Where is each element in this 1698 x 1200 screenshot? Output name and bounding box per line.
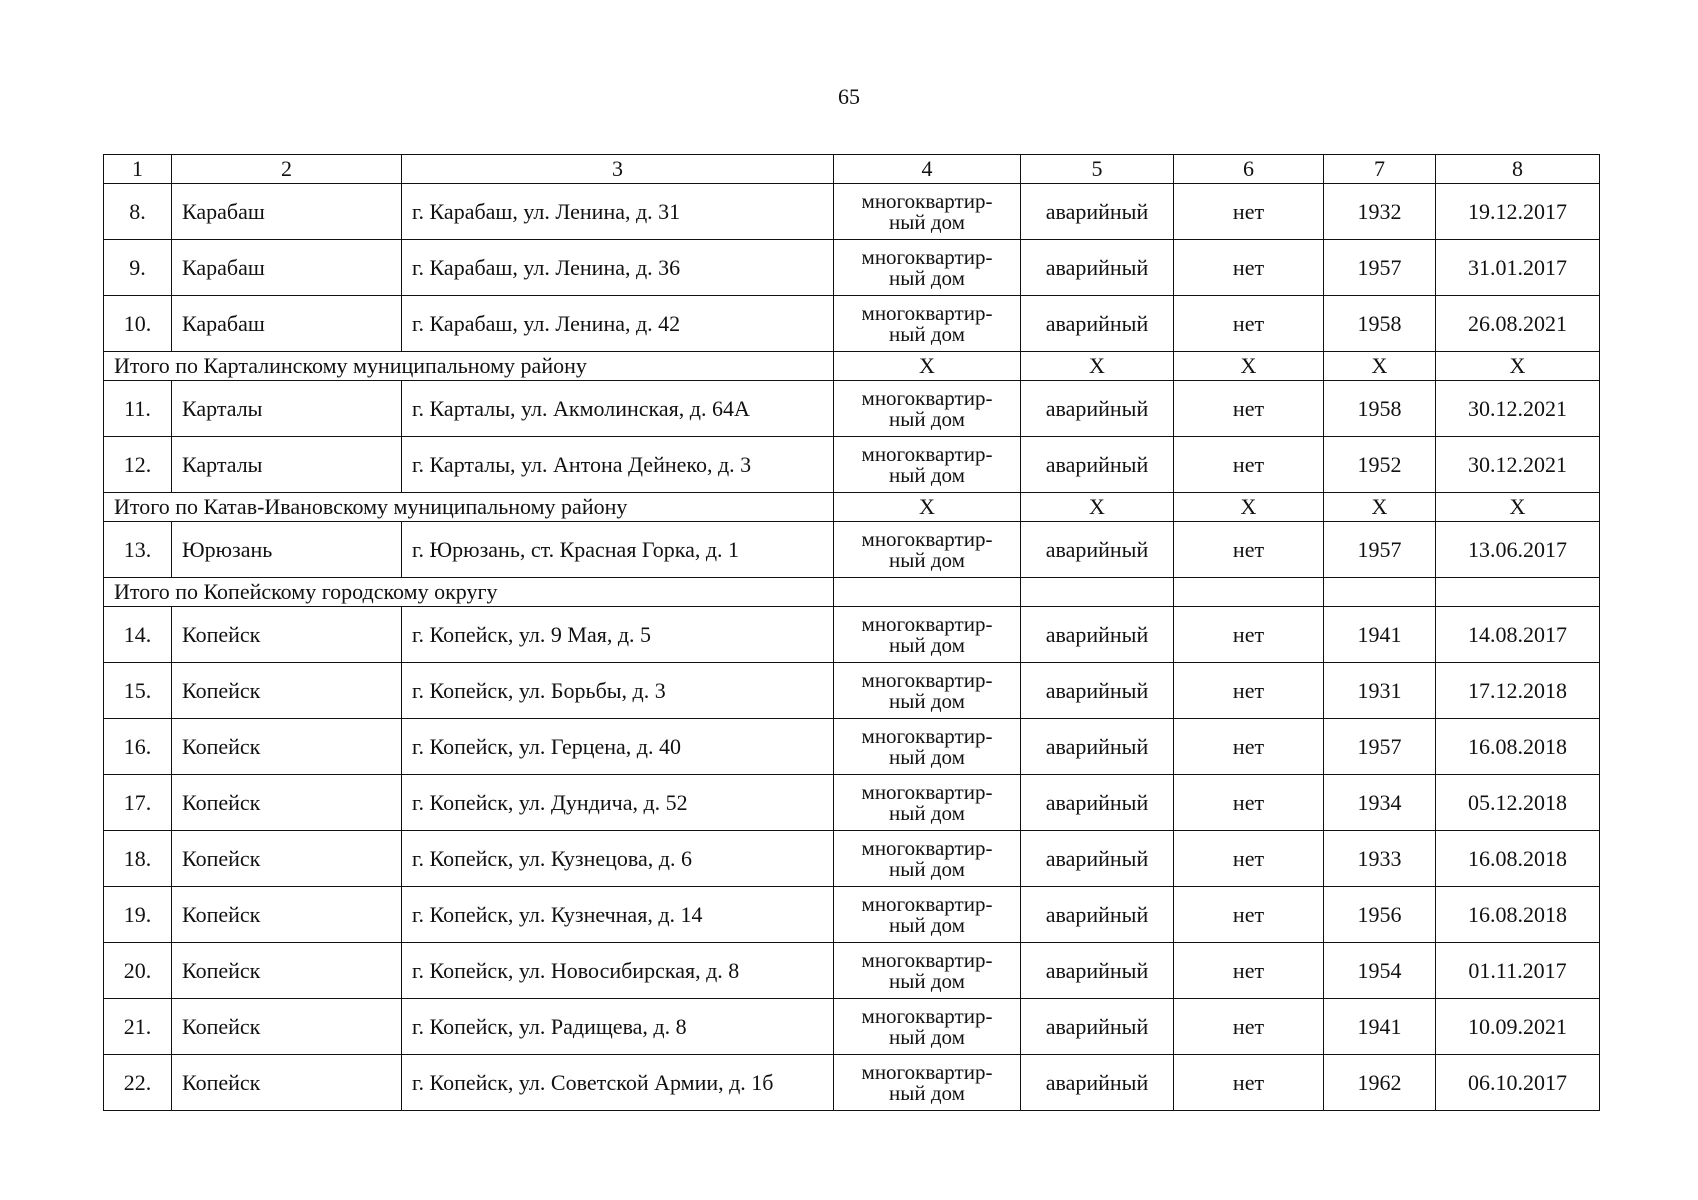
building-type-cell: [834, 1055, 1021, 1111]
table-row: [104, 381, 1600, 437]
building-type-line: многоквартир-: [861, 1059, 993, 1084]
flag-cell: нет: [1174, 943, 1324, 999]
building-type-line: многоквартир-: [861, 244, 993, 269]
building-type-cell: [834, 607, 1021, 663]
building-type-line: многоквартир-: [861, 611, 993, 636]
date-cell: 26.08.2021: [1436, 296, 1600, 352]
building-type-cell: [834, 240, 1021, 296]
building-type-line: ный дом: [889, 265, 965, 290]
column-number: 8: [1436, 155, 1600, 184]
table-row: [104, 775, 1600, 831]
subtotal-row: [104, 578, 1600, 607]
year-cell: 1956: [1324, 887, 1436, 943]
row-number: 20.: [104, 943, 172, 999]
building-type-cell: [834, 381, 1021, 437]
table-row: [104, 1055, 1600, 1111]
date-cell: 13.06.2017: [1436, 522, 1600, 578]
locality-cell: Копейск: [172, 943, 402, 999]
date-cell: 16.08.2018: [1436, 719, 1600, 775]
subtotal-cell: X: [1021, 352, 1174, 381]
flag-cell: нет: [1174, 607, 1324, 663]
flag-cell: нет: [1174, 663, 1324, 719]
building-type-line: ный дом: [889, 1080, 965, 1105]
subtotal-cell: X: [1021, 493, 1174, 522]
flag-cell: нет: [1174, 381, 1324, 437]
address-cell: г. Карабаш, ул. Ленина, д. 42: [402, 296, 834, 352]
flag-cell: нет: [1174, 831, 1324, 887]
condition-cell: аварийный: [1021, 719, 1174, 775]
subtotal-cell: X: [834, 493, 1021, 522]
condition-cell: аварийный: [1021, 831, 1174, 887]
building-type-cell: [834, 943, 1021, 999]
row-number: 15.: [104, 663, 172, 719]
row-number: 22.: [104, 1055, 172, 1111]
date-cell: 17.12.2018: [1436, 663, 1600, 719]
building-type-line: многоквартир-: [861, 723, 993, 748]
condition-cell: аварийный: [1021, 522, 1174, 578]
date-cell: 01.11.2017: [1436, 943, 1600, 999]
date-cell: 16.08.2018: [1436, 831, 1600, 887]
address-cell: г. Копейск, ул. Дундича, д. 52: [402, 775, 834, 831]
column-number: 6: [1174, 155, 1324, 184]
flag-cell: нет: [1174, 1055, 1324, 1111]
condition-cell: аварийный: [1021, 887, 1174, 943]
date-cell: 30.12.2021: [1436, 381, 1600, 437]
flag-cell: нет: [1174, 522, 1324, 578]
row-number: 13.: [104, 522, 172, 578]
subtotal-label: Итого по Копейскому городскому округу: [104, 578, 834, 607]
date-cell: 30.12.2021: [1436, 437, 1600, 493]
building-type-line: многоквартир-: [861, 835, 993, 860]
building-type-line: ный дом: [889, 632, 965, 657]
table-row: [104, 943, 1600, 999]
building-type-cell: [834, 437, 1021, 493]
locality-cell: Копейск: [172, 663, 402, 719]
locality-cell: Копейск: [172, 775, 402, 831]
building-type-line: многоквартир-: [861, 1003, 993, 1028]
locality-cell: Копейск: [172, 831, 402, 887]
condition-cell: аварийный: [1021, 184, 1174, 240]
flag-cell: нет: [1174, 437, 1324, 493]
building-type-cell: [834, 775, 1021, 831]
subtotal-cell: X: [1436, 493, 1600, 522]
year-cell: 1958: [1324, 381, 1436, 437]
building-type-line: ный дом: [889, 209, 965, 234]
date-cell: 31.01.2017: [1436, 240, 1600, 296]
year-cell: 1957: [1324, 522, 1436, 578]
date-cell: 16.08.2018: [1436, 887, 1600, 943]
address-cell: г. Копейск, ул. Борьбы, д. 3: [402, 663, 834, 719]
flag-cell: нет: [1174, 887, 1324, 943]
building-type-line: многоквартир-: [861, 947, 993, 972]
subtotal-cell: [1021, 578, 1174, 607]
locality-cell: Карталы: [172, 437, 402, 493]
table-row: [104, 296, 1600, 352]
column-number: 3: [402, 155, 834, 184]
year-cell: 1958: [1324, 296, 1436, 352]
building-type-cell: [834, 719, 1021, 775]
flag-cell: нет: [1174, 719, 1324, 775]
condition-cell: аварийный: [1021, 607, 1174, 663]
building-type-cell: [834, 887, 1021, 943]
building-type-line: ный дом: [889, 688, 965, 713]
building-type-cell: [834, 999, 1021, 1055]
address-cell: г. Юрюзань, ст. Красная Горка, д. 1: [402, 522, 834, 578]
subtotal-cell: X: [1174, 493, 1324, 522]
address-cell: г. Карабаш, ул. Ленина, д. 36: [402, 240, 834, 296]
date-cell: 10.09.2021: [1436, 999, 1600, 1055]
address-cell: г. Копейск, ул. Советской Армии, д. 1б: [402, 1055, 834, 1111]
locality-cell: Копейск: [172, 999, 402, 1055]
row-number: 12.: [104, 437, 172, 493]
date-cell: 14.08.2017: [1436, 607, 1600, 663]
subtotal-cell: X: [1436, 352, 1600, 381]
row-number: 8.: [104, 184, 172, 240]
table-row: [104, 831, 1600, 887]
column-number: 2: [172, 155, 402, 184]
locality-cell: Копейск: [172, 1055, 402, 1111]
year-cell: 1933: [1324, 831, 1436, 887]
building-type-line: многоквартир-: [861, 188, 993, 213]
condition-cell: аварийный: [1021, 296, 1174, 352]
building-type-line: ный дом: [889, 856, 965, 881]
year-cell: 1957: [1324, 240, 1436, 296]
table-row: [104, 999, 1600, 1055]
subtotal-label: Итого по Катав-Ивановскому муниципальному району: [104, 493, 834, 522]
building-type-line: многоквартир-: [861, 667, 993, 692]
row-number: 18.: [104, 831, 172, 887]
condition-cell: аварийный: [1021, 381, 1174, 437]
subtotal-cell: [834, 578, 1021, 607]
table-row: [104, 607, 1600, 663]
address-cell: г. Копейск, ул. Новосибирская, д. 8: [402, 943, 834, 999]
row-number: 17.: [104, 775, 172, 831]
address-cell: г. Карталы, ул. Антона Дейнеко, д. 3: [402, 437, 834, 493]
address-cell: г. Копейск, ул. Кузнецова, д. 6: [402, 831, 834, 887]
flag-cell: нет: [1174, 999, 1324, 1055]
row-number: 19.: [104, 887, 172, 943]
table-row: [104, 719, 1600, 775]
building-type-line: многоквартир-: [861, 300, 993, 325]
condition-cell: аварийный: [1021, 943, 1174, 999]
building-type-cell: [834, 184, 1021, 240]
row-number: 9.: [104, 240, 172, 296]
building-type-line: многоквартир-: [861, 526, 993, 551]
year-cell: 1957: [1324, 719, 1436, 775]
year-cell: 1954: [1324, 943, 1436, 999]
building-type-cell: [834, 522, 1021, 578]
column-number: 5: [1021, 155, 1174, 184]
subtotal-cell: X: [834, 352, 1021, 381]
building-type-cell: [834, 296, 1021, 352]
condition-cell: аварийный: [1021, 1055, 1174, 1111]
building-type-line: многоквартир-: [861, 441, 993, 466]
date-cell: 05.12.2018: [1436, 775, 1600, 831]
column-number: 7: [1324, 155, 1436, 184]
building-type-line: многоквартир-: [861, 385, 993, 410]
table-row: [104, 522, 1600, 578]
year-cell: 1931: [1324, 663, 1436, 719]
table-row: [104, 184, 1600, 240]
building-type-line: многоквартир-: [861, 891, 993, 916]
address-cell: г. Копейск, ул. Герцена, д. 40: [402, 719, 834, 775]
table-row: [104, 437, 1600, 493]
subtotal-cell: [1436, 578, 1600, 607]
page-number: 65: [838, 84, 860, 109]
date-cell: 06.10.2017: [1436, 1055, 1600, 1111]
flag-cell: нет: [1174, 240, 1324, 296]
column-number: 1: [104, 155, 172, 184]
locality-cell: Карабаш: [172, 184, 402, 240]
building-type-cell: [834, 831, 1021, 887]
locality-cell: Карталы: [172, 381, 402, 437]
column-number-row: [104, 155, 1600, 184]
row-number: 14.: [104, 607, 172, 663]
subtotal-label: Итого по Карталинскому муниципальному району: [104, 352, 834, 381]
building-type-line: ный дом: [889, 1024, 965, 1049]
row-number: 16.: [104, 719, 172, 775]
locality-cell: Карабаш: [172, 240, 402, 296]
flag-cell: нет: [1174, 775, 1324, 831]
building-type-line: многоквартир-: [861, 779, 993, 804]
flag-cell: нет: [1174, 296, 1324, 352]
table-body: [104, 155, 1600, 1111]
condition-cell: аварийный: [1021, 663, 1174, 719]
locality-cell: Карабаш: [172, 296, 402, 352]
subtotal-cell: X: [1324, 352, 1436, 381]
table-row: [104, 887, 1600, 943]
row-number: 10.: [104, 296, 172, 352]
column-number: 4: [834, 155, 1021, 184]
locality-cell: Копейск: [172, 719, 402, 775]
address-cell: г. Карталы, ул. Акмолинская, д. 64А: [402, 381, 834, 437]
subtotal-row: [104, 352, 1600, 381]
building-type-line: ный дом: [889, 406, 965, 431]
row-number: 21.: [104, 999, 172, 1055]
row-number: 11.: [104, 381, 172, 437]
condition-cell: аварийный: [1021, 775, 1174, 831]
condition-cell: аварийный: [1021, 437, 1174, 493]
table-row: [104, 240, 1600, 296]
building-type-line: ный дом: [889, 800, 965, 825]
building-type-line: ный дом: [889, 547, 965, 572]
year-cell: 1932: [1324, 184, 1436, 240]
address-cell: г. Копейск, ул. Кузнечная, д. 14: [402, 887, 834, 943]
subtotal-cell: [1174, 578, 1324, 607]
subtotal-cell: X: [1324, 493, 1436, 522]
subtotal-cell: [1324, 578, 1436, 607]
condition-cell: аварийный: [1021, 240, 1174, 296]
date-cell: 19.12.2017: [1436, 184, 1600, 240]
year-cell: 1952: [1324, 437, 1436, 493]
housing-register-table: [103, 154, 1600, 1111]
building-type-line: ный дом: [889, 912, 965, 937]
address-cell: г. Карабаш, ул. Ленина, д. 31: [402, 184, 834, 240]
address-cell: г. Копейск, ул. Радищева, д. 8: [402, 999, 834, 1055]
building-type-line: ный дом: [889, 321, 965, 346]
subtotal-row: [104, 493, 1600, 522]
condition-cell: аварийный: [1021, 999, 1174, 1055]
locality-cell: Юрюзань: [172, 522, 402, 578]
year-cell: 1962: [1324, 1055, 1436, 1111]
building-type-line: ный дом: [889, 968, 965, 993]
subtotal-cell: X: [1174, 352, 1324, 381]
year-cell: 1941: [1324, 607, 1436, 663]
address-cell: г. Копейск, ул. 9 Мая, д. 5: [402, 607, 834, 663]
locality-cell: Копейск: [172, 887, 402, 943]
locality-cell: Копейск: [172, 607, 402, 663]
table-row: [104, 663, 1600, 719]
year-cell: 1941: [1324, 999, 1436, 1055]
year-cell: 1934: [1324, 775, 1436, 831]
flag-cell: нет: [1174, 184, 1324, 240]
building-type-line: ный дом: [889, 462, 965, 487]
building-type-cell: [834, 663, 1021, 719]
building-type-line: ный дом: [889, 744, 965, 769]
